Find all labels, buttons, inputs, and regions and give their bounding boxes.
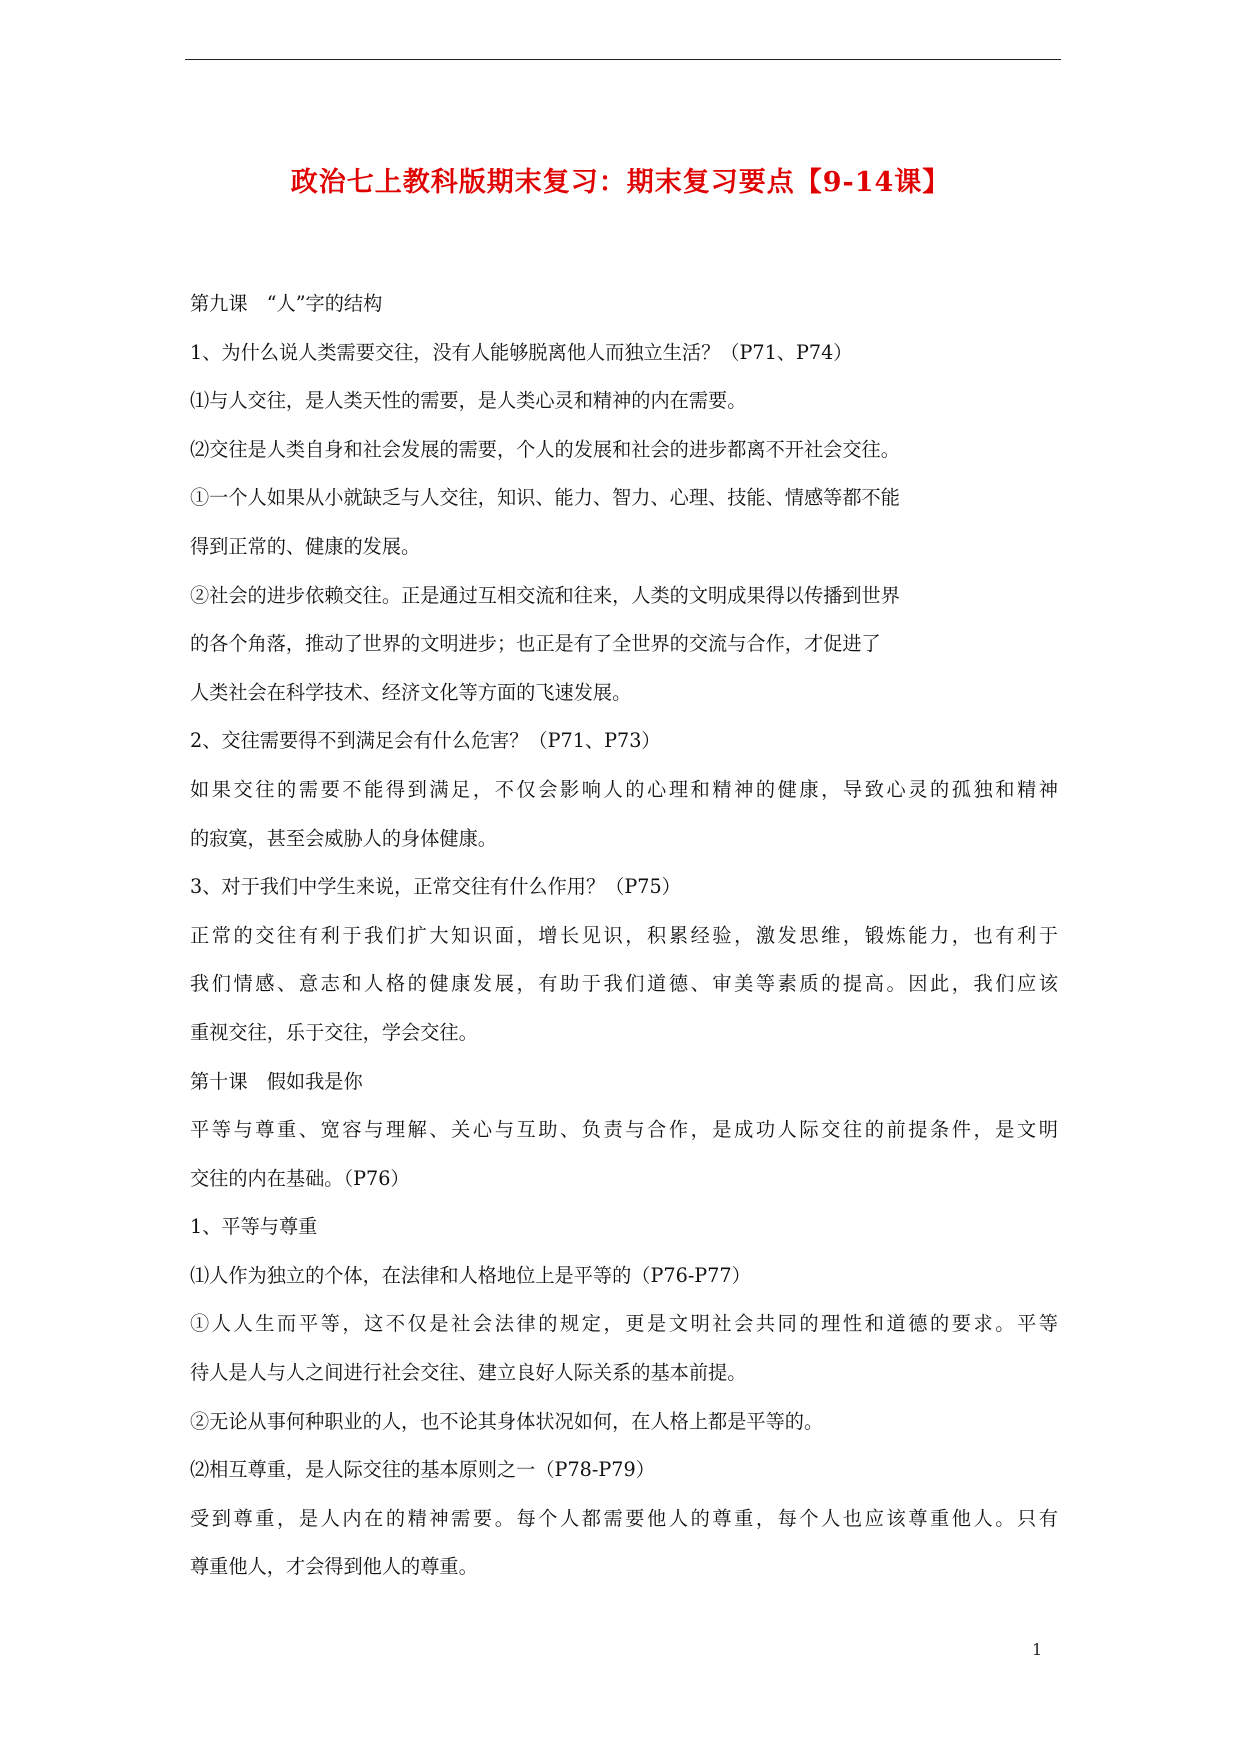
text-line: 待人是人与人之间进行社会交往、建立良好人际关系的基本前提。: [190, 1361, 747, 1385]
text-line: 如果交往的需要不能得到满足，不仅会影响人的心理和精神的健康，导致心灵的孤独和精神: [190, 777, 1058, 801]
text-line: 正常的交往有利于我们扩大知识面，增长见识，积累经验，激发思维，锻炼能力，也有利于: [190, 923, 1058, 947]
page-number: 1: [1032, 1640, 1043, 1659]
text-line: ⑵相互尊重，是人际交往的基本原则之一（P78-P79）: [190, 1458, 655, 1482]
text-line: 2、交往需要得不到满足会有什么危害？（P71、P73）: [190, 729, 661, 753]
text-line: 人类社会在科学技术、经济文化等方面的飞速发展。: [190, 680, 632, 704]
text-line: ⑴人作为独立的个体，在法律和人格地位上是平等的（P76-P77）: [190, 1263, 751, 1287]
text-line: 的各个角落，推动了世界的文明进步；也正是有了全世界的交流与合作，才促进了: [190, 632, 881, 656]
text-line: ②无论从事何种职业的人，也不论其身体状况如何，在人格上都是平等的。: [190, 1409, 824, 1433]
text-line: ⑴与人交往，是人类天性的需要，是人类心灵和精神的内在需要。: [190, 389, 747, 413]
document-title: 政治七上教科版期末复习：期末复习要点【9-14课】: [290, 167, 951, 198]
text-line: ②社会的进步依赖交往。正是通过互相交流和往来，人类的文明成果得以传播到世界: [190, 583, 900, 607]
text-line: ①一个人如果从小就缺乏与人交往，知识、能力、智力、心理、技能、情感等都不能: [190, 486, 900, 510]
text-line: 重视交往，乐于交往，学会交往。: [190, 1020, 478, 1044]
text-line: ⑵交往是人类自身和社会发展的需要，个人的发展和社会的进步都离不开社会交往。: [190, 437, 900, 461]
text-line: 3、对于我们中学生来说，正常交往有什么作用？（P75）: [190, 875, 681, 899]
text-line: 第十课 假如我是你: [190, 1069, 363, 1093]
text-line: 1、为什么说人类需要交往，没有人能够脱离他人而独立生活？（P71、P74）: [190, 340, 853, 364]
text-line: 尊重他人，才会得到他人的尊重。: [190, 1555, 478, 1579]
text-line: 平等与尊重、宽容与理解、关心与互助、负责与合作，是成功人际交往的前提条件，是文明: [190, 1118, 1058, 1142]
text-line: 交往的内在基础。（P76）: [190, 1166, 410, 1190]
header-rule: [185, 59, 1061, 60]
text-line: 第九课 “人”字的结构: [190, 292, 383, 315]
document-body: [190, 288, 1058, 1600]
text-line: ①人人生而平等，这不仅是社会法律的规定，更是文明社会共同的理性和道德的要求。平等: [190, 1312, 1058, 1336]
text-line: 受到尊重，是人内在的精神需要。每个人都需要他人的尊重，每个人也应该尊重他人。只有: [190, 1506, 1058, 1530]
text-line: 的寂寞，甚至会威胁人的身体健康。: [190, 826, 497, 850]
text-line: 我们情感、意志和人格的健康发展，有助于我们道德、审美等素质的提高。因此，我们应该: [190, 972, 1058, 996]
text-line: 1、平等与尊重: [190, 1215, 318, 1239]
text-line: 得到正常的、健康的发展。: [190, 534, 421, 558]
